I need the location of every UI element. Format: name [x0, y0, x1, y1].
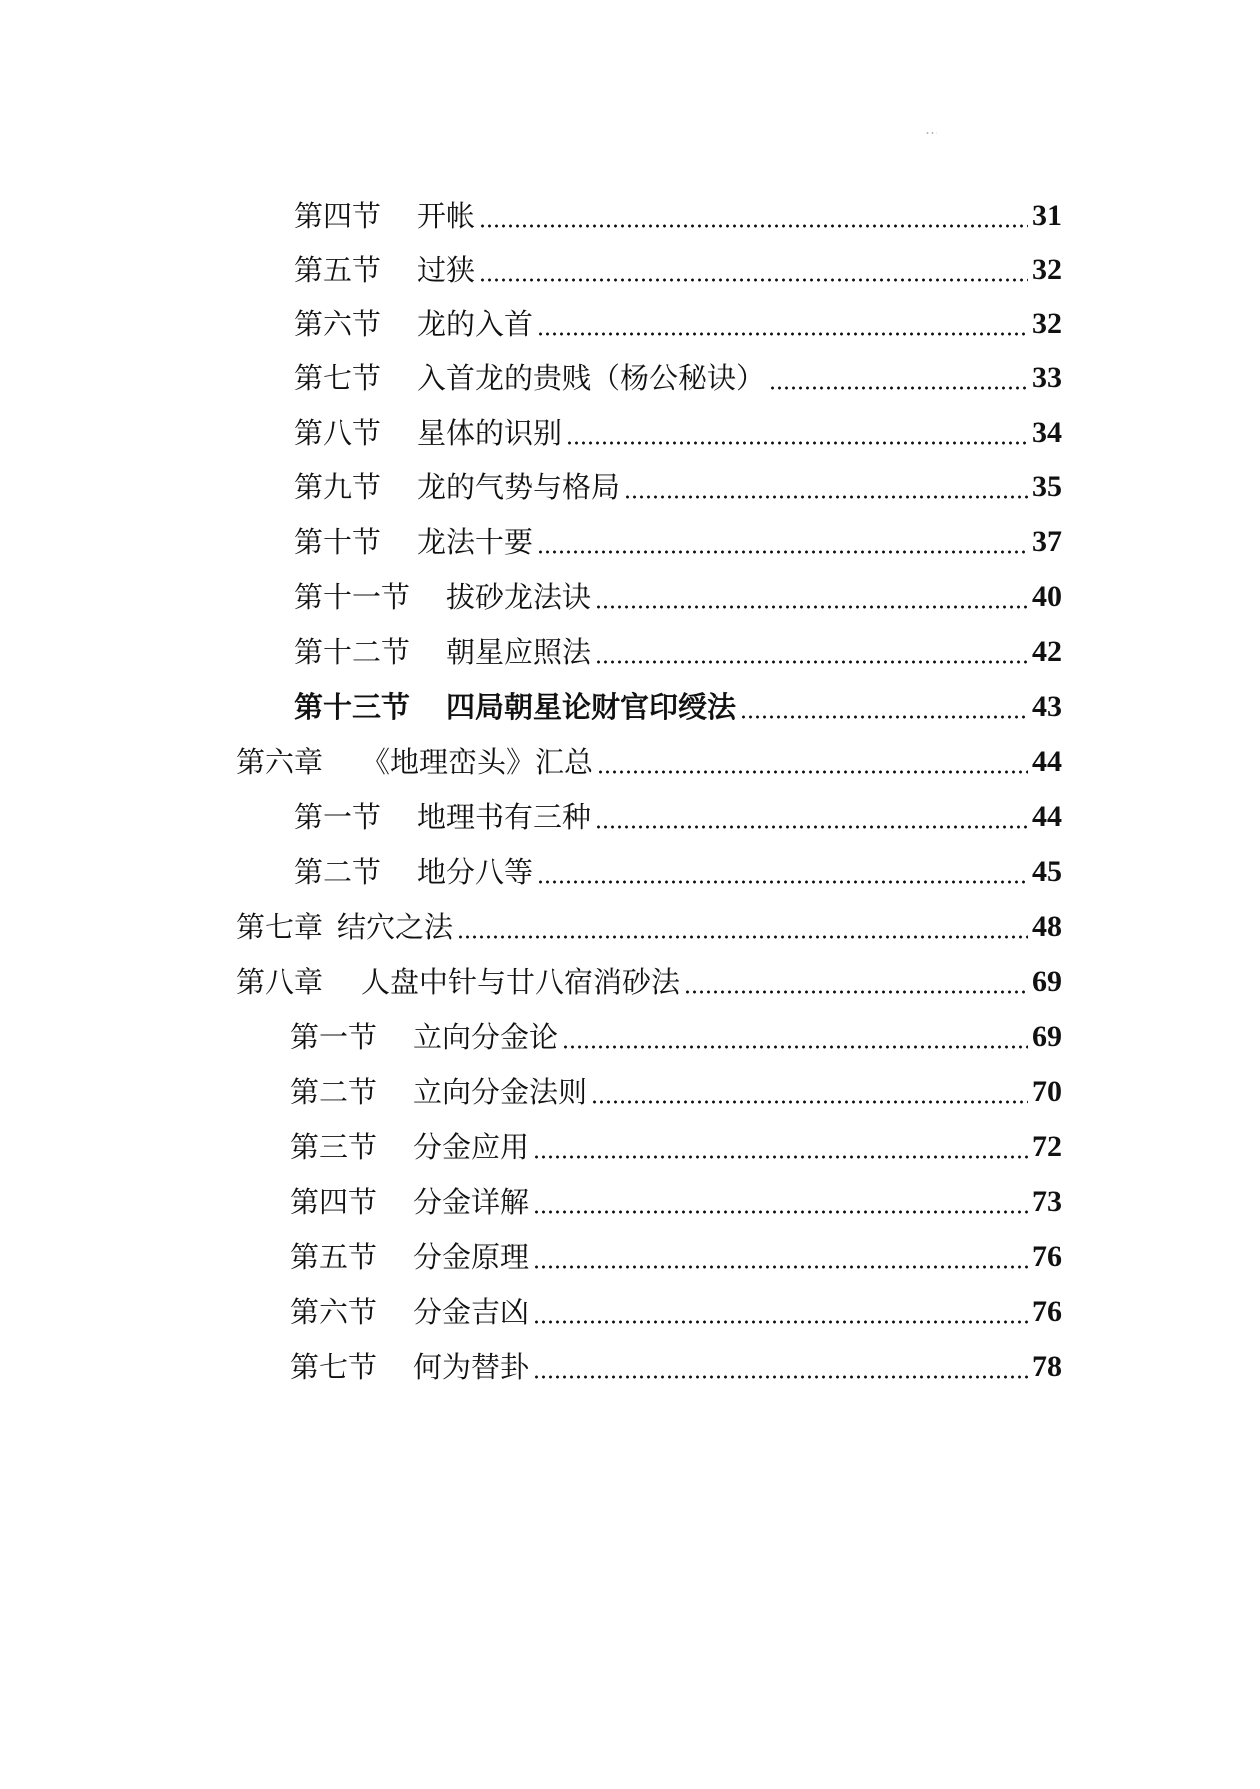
entry-title: 分金吉凶: [413, 1295, 530, 1329]
entry-number: 第八章: [236, 965, 324, 999]
entry-number: 第二节: [290, 1075, 378, 1109]
entry-title: 人盘中针与廿八宿消砂法: [361, 965, 681, 999]
dot-leader: [533, 1210, 1028, 1214]
entry-number: 第六章: [236, 745, 324, 779]
toc-entry[interactable]: [294, 844, 1062, 894]
toc-entry[interactable]: [294, 679, 1062, 729]
toc-entry[interactable]: [294, 188, 1062, 238]
dot-leader: [684, 990, 1028, 994]
toc-entry[interactable]: [294, 296, 1062, 346]
toc-entry[interactable]: [290, 1339, 1062, 1389]
entry-number: 第二节: [294, 855, 382, 889]
toc-entry[interactable]: [290, 1009, 1062, 1059]
entry-title: 入首龙的贵贱（杨公秘诀）: [417, 361, 766, 395]
entry-title: 龙的入首: [417, 307, 534, 341]
dot-leader: [533, 1265, 1028, 1269]
dot-leader: [595, 605, 1028, 609]
entry-page-number: 76: [1032, 1295, 1062, 1328]
entry-page-number: 43: [1032, 690, 1062, 723]
entry-number: 第六节: [290, 1295, 378, 1329]
toc-entry[interactable]: [294, 405, 1062, 455]
entry-number: 第九节: [294, 470, 382, 504]
dot-leader: [533, 1320, 1028, 1324]
entry-page-number: 78: [1032, 1350, 1062, 1383]
entry-page-number: 70: [1032, 1075, 1062, 1108]
dot-leader: [537, 550, 1028, 554]
toc-entry[interactable]: [290, 1284, 1062, 1334]
entry-title: 地分八等: [417, 855, 534, 889]
dot-leader: [624, 495, 1028, 499]
toc-entry[interactable]: [290, 1064, 1062, 1114]
entry-number: 第五节: [294, 253, 382, 287]
toc-entry[interactable]: [294, 624, 1062, 674]
dot-leader: [595, 660, 1028, 664]
entry-number: 第四节: [294, 199, 382, 233]
entry-number: 第七节: [294, 361, 382, 395]
entry-page-number: 72: [1032, 1130, 1062, 1163]
entry-number: 第三节: [290, 1130, 378, 1164]
entry-title: 分金原理: [413, 1240, 530, 1274]
entry-title: 四局朝星论财官印绶法: [446, 690, 737, 724]
entry-page-number: 69: [1032, 965, 1062, 998]
entry-number: 第一节: [294, 800, 382, 834]
entry-number: 第四节: [290, 1185, 378, 1219]
entry-page-number: 34: [1032, 416, 1062, 449]
toc-entry[interactable]: [294, 350, 1062, 400]
entry-title: 龙的气势与格局: [417, 470, 621, 504]
entry-page-number: 48: [1032, 910, 1062, 943]
toc-entry[interactable]: [294, 514, 1062, 564]
entry-page-number: 42: [1032, 635, 1062, 668]
toc-entry[interactable]: [236, 954, 1062, 1004]
dot-leader: [479, 224, 1028, 228]
entry-title: 立向分金论: [413, 1020, 559, 1054]
entry-number: 第八节: [294, 416, 382, 450]
entry-number: 第十二节: [294, 635, 411, 669]
dot-leader: [595, 825, 1028, 829]
entry-page-number: 33: [1032, 361, 1062, 394]
dot-leader: [566, 441, 1028, 445]
entry-page-number: 69: [1032, 1020, 1062, 1053]
entry-page-number: 73: [1032, 1185, 1062, 1218]
entry-page-number: 44: [1032, 800, 1062, 833]
dot-leader: [479, 278, 1028, 282]
dot-leader: [769, 386, 1028, 390]
dot-leader: [537, 880, 1028, 884]
entry-number: 第十节: [294, 525, 382, 559]
entry-page-number: 44: [1032, 745, 1062, 778]
entry-page-number: 32: [1032, 253, 1062, 286]
dot-leader: [740, 715, 1028, 719]
entry-number: 第十三节: [294, 690, 411, 724]
toc-entry[interactable]: [236, 899, 1062, 949]
entry-title: 拔砂龙法诀: [446, 580, 592, 614]
dot-leader: [537, 332, 1028, 336]
entry-page-number: 37: [1032, 525, 1062, 558]
entry-title: 开帐: [417, 199, 476, 233]
scan-speck: [925, 132, 937, 134]
entry-page-number: 45: [1032, 855, 1062, 888]
entry-title: 《地理峦头》汇总: [361, 745, 594, 779]
entry-page-number: 76: [1032, 1240, 1062, 1273]
toc-entry[interactable]: [290, 1119, 1062, 1169]
toc-entry[interactable]: [294, 242, 1062, 292]
dot-leader: [533, 1375, 1028, 1379]
entry-page-number: 32: [1032, 307, 1062, 340]
entry-title: 分金应用: [413, 1130, 530, 1164]
entry-title: 分金详解: [413, 1185, 530, 1219]
dot-leader: [533, 1155, 1028, 1159]
entry-number: 第一节: [290, 1020, 378, 1054]
entry-title: 朝星应照法: [446, 635, 592, 669]
entry-title: 结穴之法: [337, 910, 454, 944]
entry-page-number: 35: [1032, 470, 1062, 503]
entry-title: 过狭: [417, 253, 476, 287]
entry-number: 第六节: [294, 307, 382, 341]
toc-entry[interactable]: [294, 569, 1062, 619]
entry-title: 何为替卦: [413, 1350, 530, 1384]
entry-page-number: 31: [1032, 199, 1062, 232]
dot-leader: [591, 1100, 1028, 1104]
entry-title: 龙法十要: [417, 525, 534, 559]
entry-number: 第五节: [290, 1240, 378, 1274]
entry-number: 第七章: [236, 910, 324, 944]
toc-entry[interactable]: [294, 459, 1062, 509]
toc-entry[interactable]: [236, 734, 1062, 784]
entry-page-number: 40: [1032, 580, 1062, 613]
entry-number: 第十一节: [294, 580, 411, 614]
dot-leader: [562, 1045, 1028, 1049]
entry-number: 第七节: [290, 1350, 378, 1384]
dot-leader: [457, 935, 1028, 939]
entry-title: 立向分金法则: [413, 1075, 588, 1109]
dot-leader: [597, 770, 1028, 774]
toc-entry[interactable]: [294, 789, 1062, 839]
toc-entry[interactable]: [290, 1174, 1062, 1224]
entry-title: 地理书有三种: [417, 800, 592, 834]
toc-entry[interactable]: [290, 1229, 1062, 1279]
entry-title: 星体的识别: [417, 416, 563, 450]
